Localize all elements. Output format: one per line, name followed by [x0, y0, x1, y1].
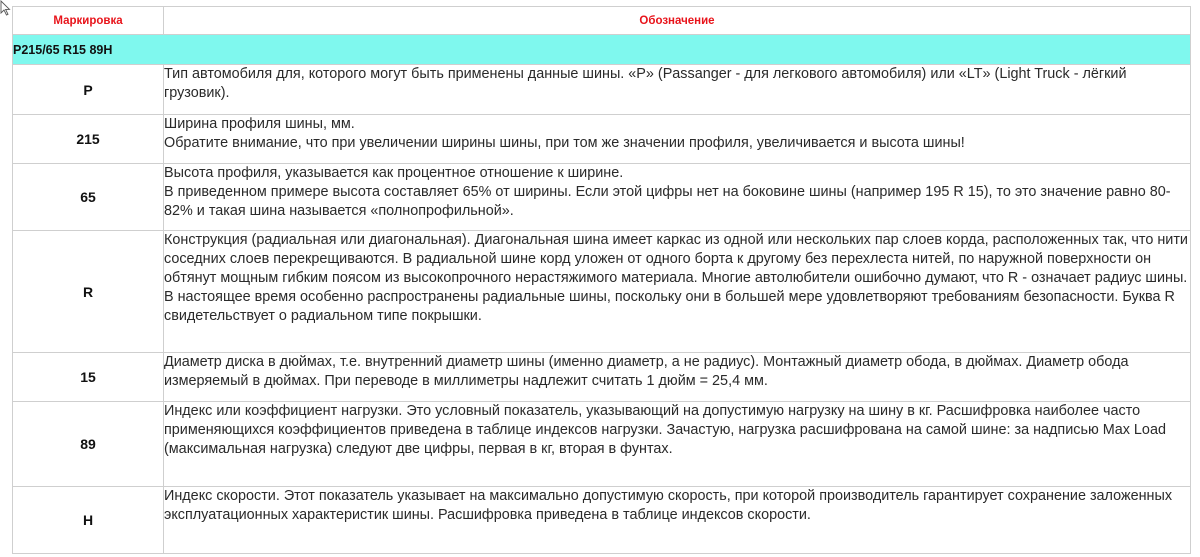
marking-description: Диаметр диска в дюймах, т.е. внутренний диаметр шины (именно диаметр, а не радиус). Монтажный диаметр обода, в дюймах. Диаметр обода измеряемый в дюймах. При переводе в миллиметры надлежит считать 1 дюйм = 25,4 мм.: [164, 353, 1191, 402]
marking-description: Высота профиля, указывается как процентное отношение к ширине. В приведенном примере высота составляет 65% от ширины. Если этой цифры нет на боковине шины (например 195 R 15), то это значение равно 80-82% и такая шина называется «полнопрофильной».: [164, 164, 1191, 231]
table-row: [13, 402, 1191, 487]
tyre-marking-table: [12, 6, 1191, 554]
marking-description: Конструкция (радиальная или диагональная). Диагональная шина имеет каркас из одной или нескольких пар слоев корда, расположенных так, что нити соседних слоев перекрещиваются. В радиальной шине корд уложен от одного борта к другому без перехлеста нитей, по наружной поверхности он обтянут мощным гибким поясом из высокопрочного нерастяжимого материала. Многие автолюбители ошибочно думают, что R - означает радиус шины. В настоящее время особенно распространены радиальные шины, поскольку они в большей мере удовлетворяют требованиям безопасности. Буква R свидетельствует о радиальном типе покрышки.: [164, 231, 1191, 353]
table-row: [13, 353, 1191, 402]
table-row: [13, 231, 1191, 353]
marking-description: Тип автомобиля для, которого могут быть применены данные шины. «P» (Passanger - для легкового автомобиля) или «LT» (Light Truck - лёгкий грузовик).: [164, 65, 1191, 115]
marking-description: Ширина профиля шины, мм. Обратите внимание, что при увеличении ширины шины, при том же значении профиля, увеличивается и высота шины!: [164, 115, 1191, 164]
marking-code: 89: [13, 402, 164, 487]
table-row: [13, 115, 1191, 164]
marking-code: H: [13, 487, 164, 554]
marking-code: 15: [13, 353, 164, 402]
marking-description: Индекс или коэффициент нагрузки. Это условный показатель, указывающий на допустимую нагрузку на шину в кг. Расшифровка наиболее часто применяющихся коэффициентов приведена в таблице индексов нагрузки. Зачастую, нагрузка расшифрована на самой шине: за надписью Max Load (максимальная нагрузка) следуют две цифры, первая в кг, вторая в фунтах.: [164, 402, 1191, 487]
marking-code: 215: [13, 115, 164, 164]
column-header-marking: Маркировка: [13, 7, 164, 35]
marking-description: Индекс скорости. Этот показатель указывает на максимально допустимую скорость, при которой производитель гарантирует сохранение заложенных эксплуатационных характеристик шины. Расшифровка приведена в таблице индексов скорости.: [164, 487, 1191, 554]
column-header-meaning: Обозначение: [164, 7, 1191, 35]
table-row: [13, 487, 1191, 554]
group-label: P215/65 R15 89H: [13, 35, 1191, 65]
marking-code: P: [13, 65, 164, 115]
table-header-row: [13, 7, 1191, 35]
marking-code: R: [13, 231, 164, 353]
table-row: [13, 65, 1191, 115]
marking-code: 65: [13, 164, 164, 231]
mouse-cursor-icon: [0, 0, 12, 16]
group-row: [13, 35, 1191, 65]
table-row: [13, 164, 1191, 231]
